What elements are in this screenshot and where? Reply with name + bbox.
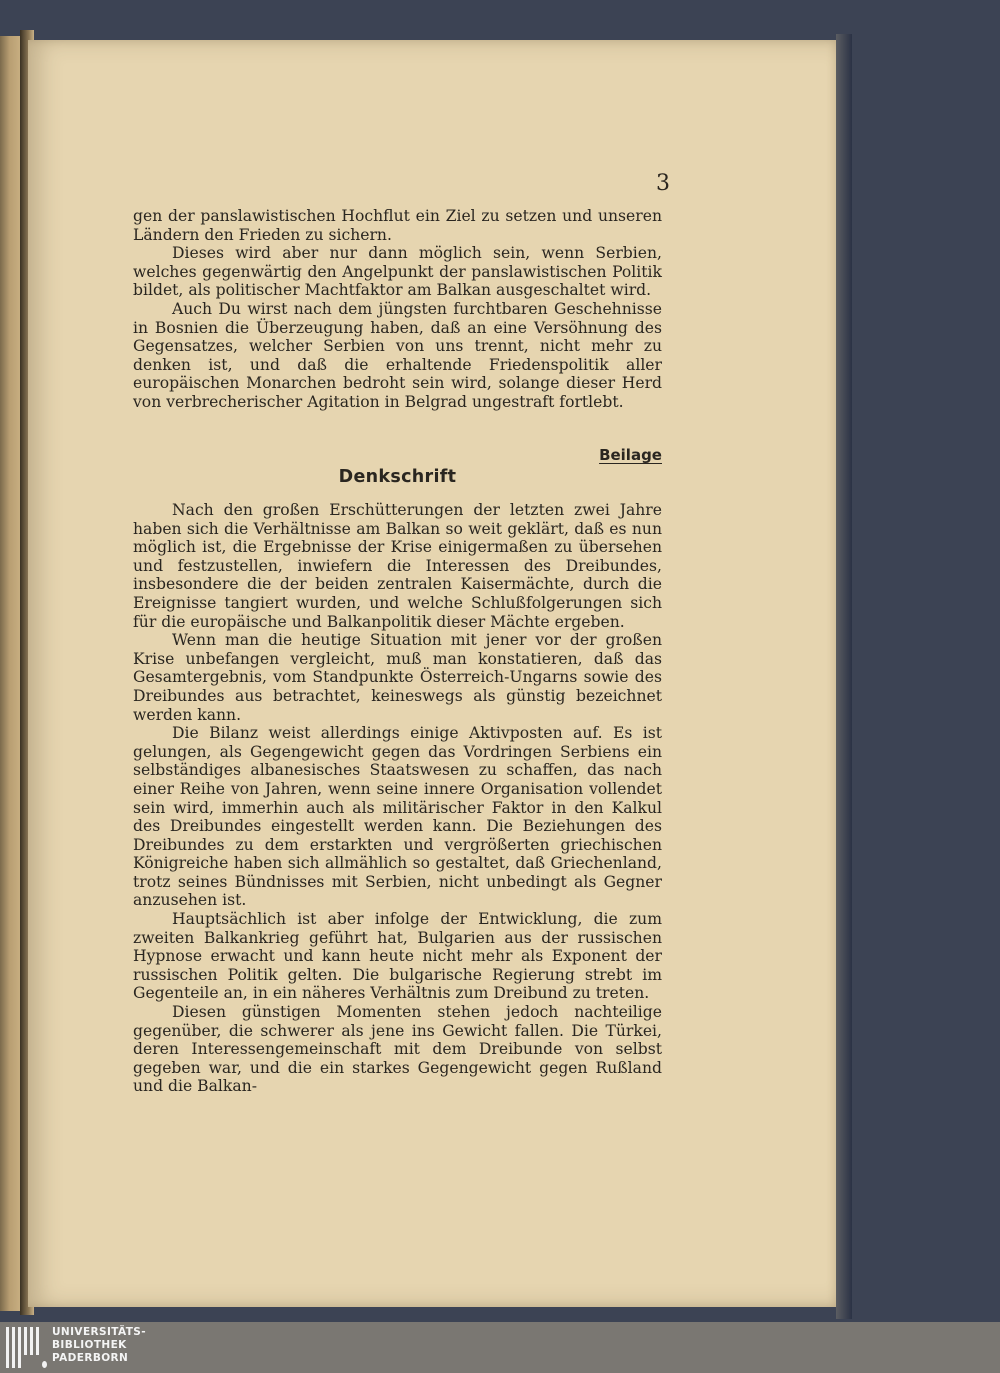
text-block-upper: [133, 207, 662, 412]
library-footer: [0, 1322, 1000, 1373]
footer-text-line: PADERBORN: [52, 1352, 129, 1364]
text-block-denkschrift: [133, 501, 662, 1096]
paragraph: Hauptsächlich ist aber infolge der Entwicklung, die zum zweiten Balkankrieg geführt hat, Bulgarien aus der russischen Hypnose erwacht und kann heute nicht mehr als Exponent der russischen Politik gelten. Die bulgarische Regierung strebt im Gegenteile an, in ein näheres Verhältnis zum Dreibund zu treten.: [133, 910, 662, 1003]
paragraph: Die Bilanz weist allerdings einige Aktivposten auf. Es ist gelungen, als Gegengewicht gegen das Vordringen Serbiens ein selbständiges albanesisches Staatswesen zu schaffen, das nach einer Reihe von Jahren, wenn seine innere Organisation vollendet sein wird, immerhin auch als militärischer Faktor in den Kalkul des Dreibundes eingestellt werden kann. Die Beziehungen des Dreibundes zu dem erstarkten und vergrößerten griechischen Königreiche haben sich allmählich so gestaltet, daß Griechenland, trotz seines Bündnisses mit Serbien, nicht unbedingt als Gegner anzusehen ist.: [133, 724, 662, 910]
library-logo-icon: [6, 1327, 44, 1368]
paragraph: Wenn man die heutige Situation mit jener vor der großen Krise unbefangen vergleicht, muß man konstatieren, daß das Gesamtergebnis, vom Standpunkte Österreich-Ungarns sowie des Dreibundes aus betrachtet, keineswegs als günstig bezeichnet werden kann.: [133, 631, 662, 724]
paragraph: Auch Du wirst nach dem jüngsten furchtbaren Geschehnisse in Bosnien die Überzeugung haben, daß an eine Versöhnung des Gegensatzes, welcher Serbien von uns trennt, nicht mehr zu denken ist, und daß die erhaltende Friedenspolitik aller europäischen Monarchen bedroht sein wird, solange dieser Herd von verbrecherischer Agitation in Belgrad ungestraft fortlebt.: [133, 299, 662, 411]
page-number: 3: [656, 171, 670, 196]
footer-text-line: BIBLIOTHEK: [52, 1339, 127, 1351]
paragraph: Nach den großen Erschütterungen der letzten zwei Jahre haben sich die Verhältnisse am Balkan so weit geklärt, daß es nun möglich ist, die Ergebnisse der Krise einigermaßen zu übersehen und festzustellen, inwiefern die Interessen des Dreibundes, insbesondere die der beiden zentralen Kaisermächte, durch die Ereignisse tangiert wurden, und welche Schlußfolgerungen sich für die europäische und Balkanpolitik dieser Mächte ergeben.: [133, 501, 662, 631]
section-label: Beilage: [599, 446, 662, 464]
footer-text-line: UNIVERSITÄTS-: [52, 1326, 147, 1338]
paragraph: gen der panslawistischen Hochflut ein Ziel zu setzen und unseren Ländern den Frieden zu sichern.: [133, 207, 662, 244]
book-cover-edge: [836, 34, 852, 1319]
document-title: Denkschrift: [338, 467, 457, 487]
paragraph: Diesen günstigen Momenten stehen jedoch nachteilige gegenüber, die schwerer als jene ins Gewicht fallen. Die Türkei, deren Interessengemeinschaft mit dem Dreibunde von selbst gegeben war, und die ein starkes Gegengewicht gegen Rußland und die Balkan-: [133, 1003, 662, 1096]
paragraph: Dieses wird aber nur dann möglich sein, wenn Serbien, welches gegenwärtig den Angelpunkt der panslawistischen Politik bildet, als politischer Machtfaktor am Balkan ausgeschaltet wird.: [133, 244, 662, 300]
